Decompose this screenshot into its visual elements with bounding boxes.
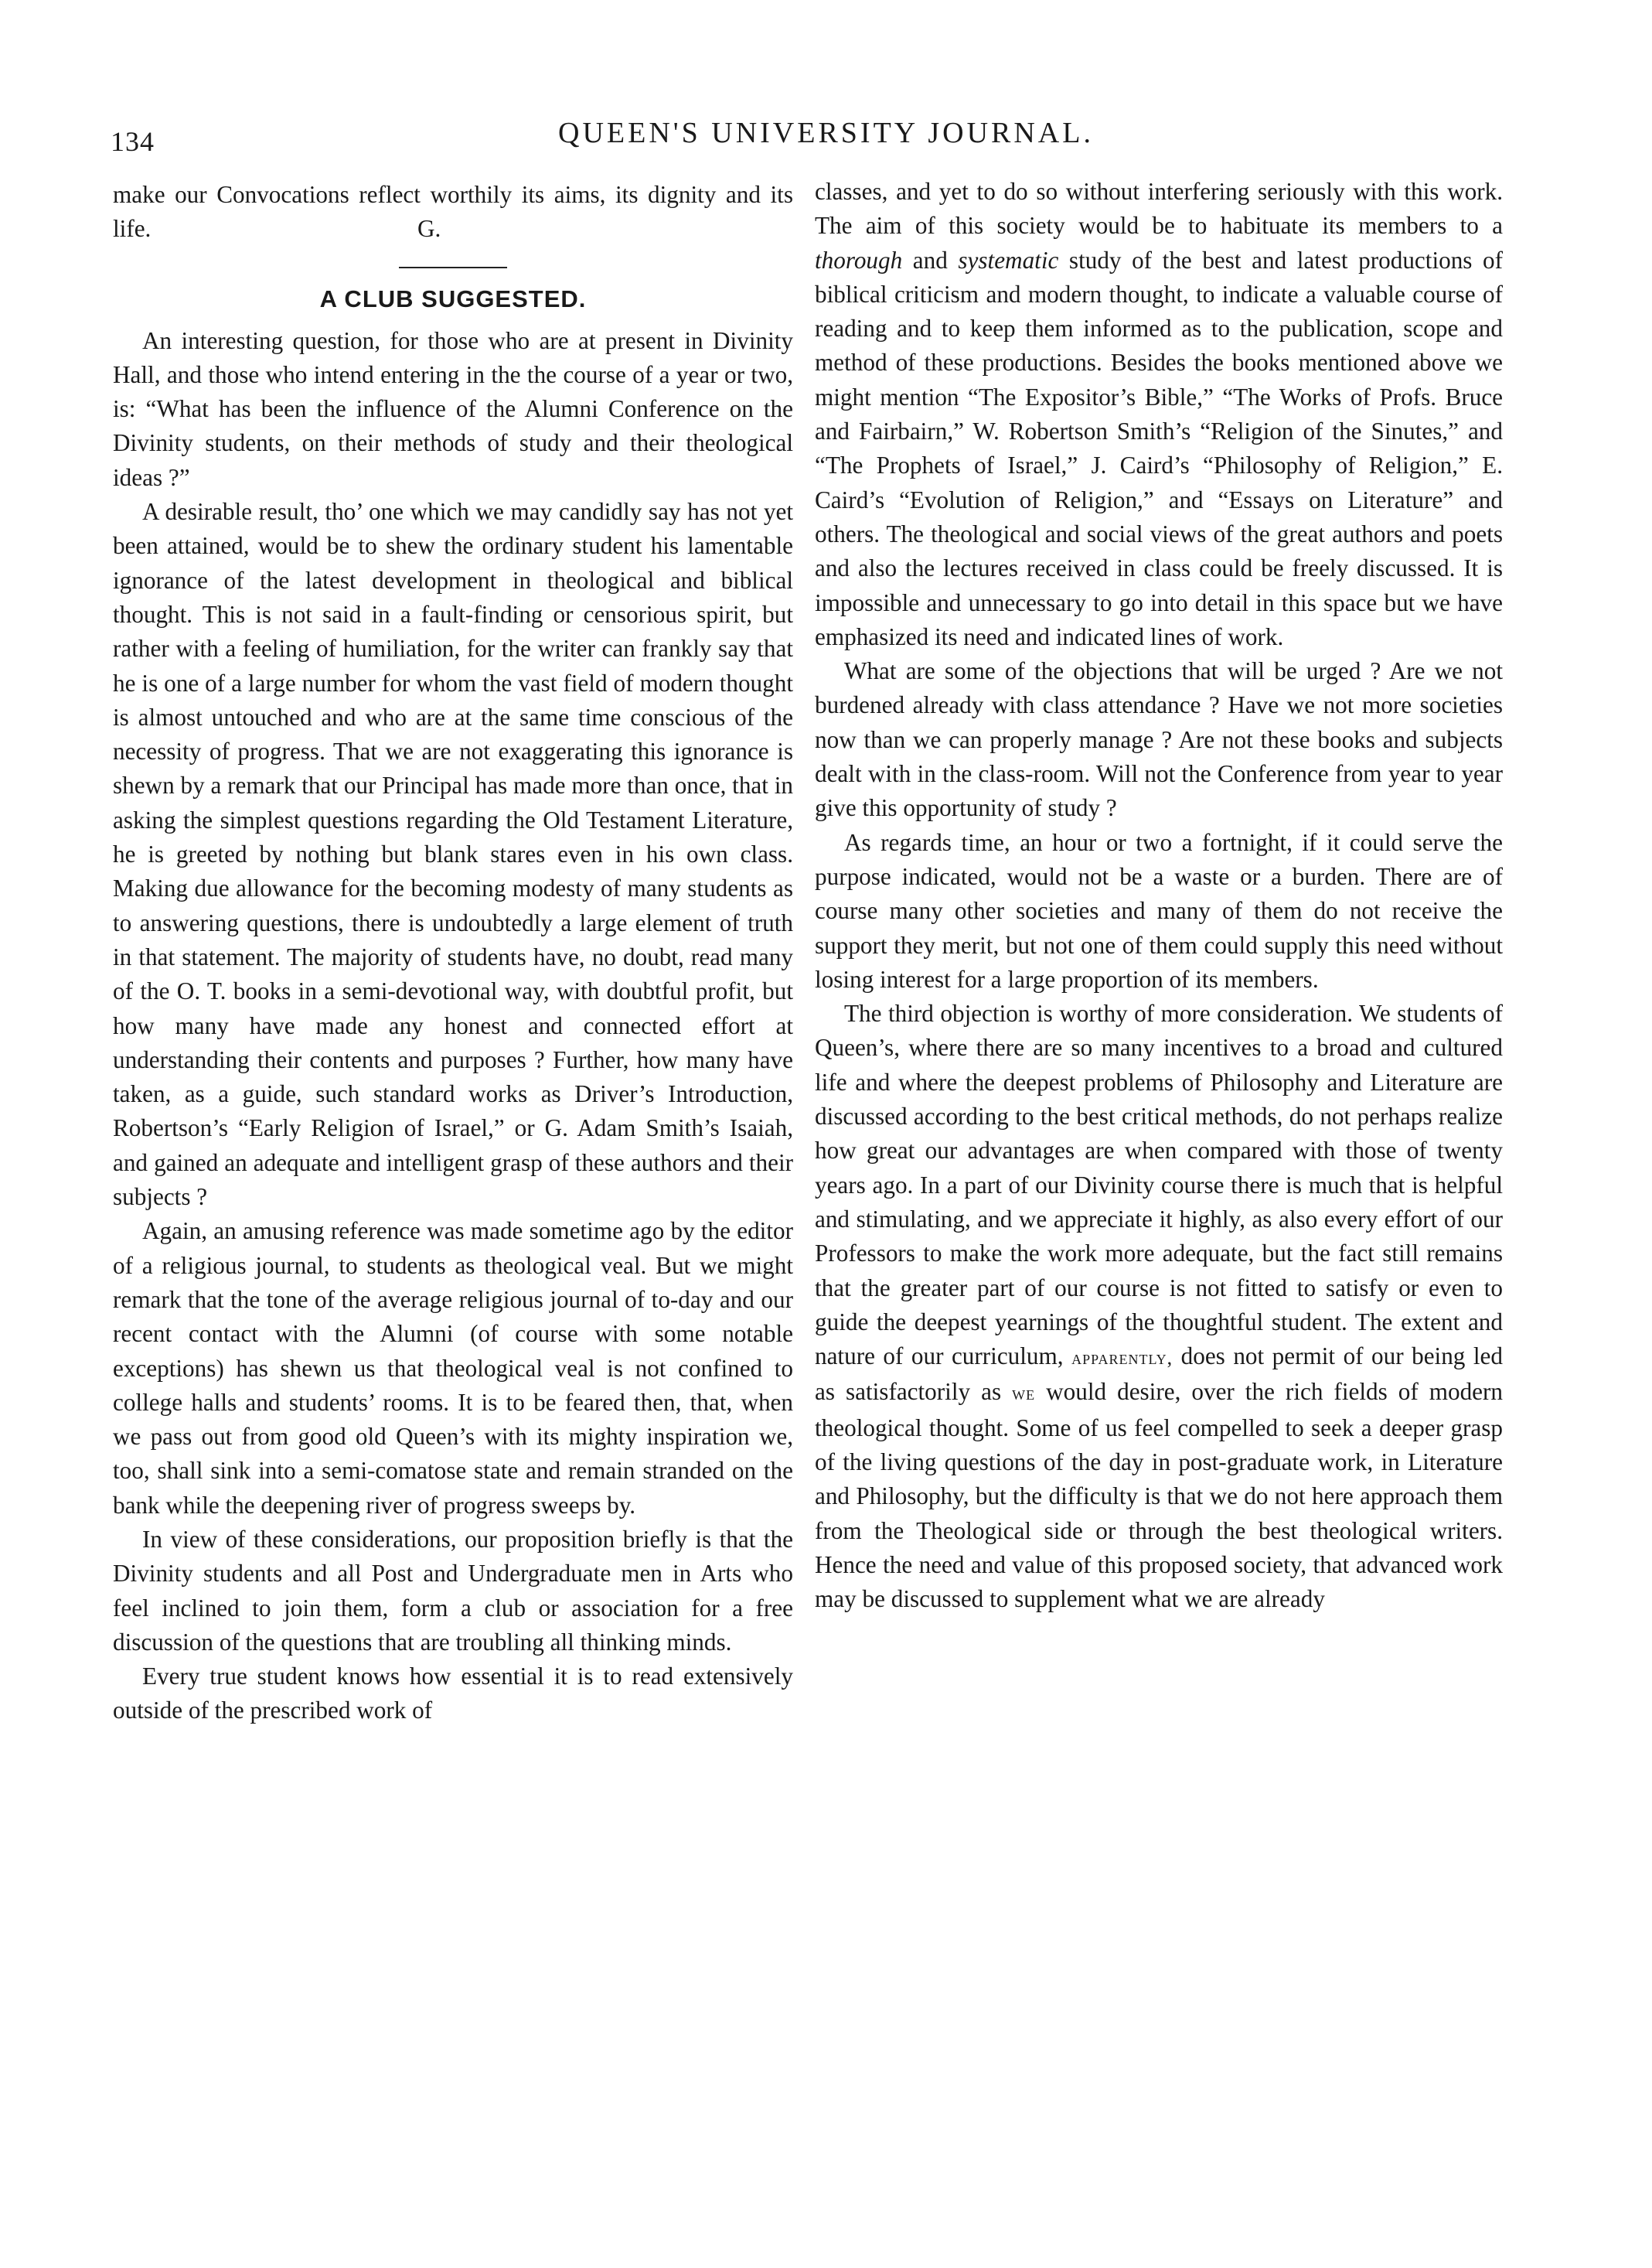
text-run: The third objection is worthy of more consideration. We students of Queen’s, where there are so many incentives to a broad and cultured life and where the deepest problems of Philosophy and Literature are discussed according to the best critical methods, do not perhaps realize how great our advantages are when compared with those of twenty years ago. In a part of our Divinity course there is much that is helpful and stimulating, and we appreciate it highly, as also every effort of our Professors to make the work more adequate, but the fact still remains that the greater part of our course is not fitted to satisfy or even to guide the deepest yearnings of the thoughtful student. The extent and nature of our curriculum, bbox=[815, 1000, 1503, 1370]
paragraph: In view of these considerations, our proposition briefly is that the Divinity students and all Post and Undergraduate men in Arts who feel inclined to join them, form a club or association for a free discussion of the questions that are troubling all thinking minds. bbox=[113, 1525, 793, 1656]
small-caps: apparently, bbox=[1071, 1346, 1173, 1369]
paragraph: A desirable result, tho’ one which we may candidly say has not yet been attained, would be to shew the ordinary student his lamentable ignorance of the latest development in theological and biblical thought. This is not said in a fault-finding or censorious spirit, but rather with a feeling of humiliation, for the writer can frankly say that he is one of a large number for whom the vast field of modern thought is almost untouched and who are at the same time conscious of the necessity of progress. That we are not exaggerating this ignorance is shewn by a remark that our Principal has made more than once, that in asking the simplest questions regarding the Old Testament Literature, he is greeted by nothing but blank stares even in his own class. Making due allowance for the becoming modesty of many students as to answering questions, there is undoubtedly a large element of truth in that statement. The majority of students have, no doubt, read many of the O. T. books in a semi-devotional way, with doubtful profit, but how many have made any honest and connected effort at understanding their contents and purposes ? Further, how many have taken, as a guide, such standard works as Driver’s Introduction, Robertson’s “Early Religion of Israel,” or G. Adam Smith’s Isaiah, and gained an adequate and intelligent grasp of these authors and their subjects ? bbox=[113, 498, 793, 1211]
paragraph: Again, an amusing reference was made sometime ago by the editor of a religious journal, to students as theological veal. But we might remark that the tone of the average religious journal of to-day and our recent contact with the Alumni (of course with some notable exceptions) has shewn us that theological veal is not confined to college halls and students’ rooms. It is to be feared then, that, when we pass out from good old Queen’s with its mighty inspiration we, too, shall sink into a semi-comatose state and remain stranded on the bank while the deepening river of progress sweeps by. bbox=[113, 1217, 793, 1519]
text-run: and bbox=[902, 246, 959, 274]
intro-text: make our Convocations reflect worthily its aims, its dignity and its life. bbox=[113, 181, 793, 243]
emphasis: systematic bbox=[958, 246, 1059, 274]
page-number: 134 bbox=[111, 126, 155, 157]
text-run: study of the best and latest productions of biblical criticism and modern thought, to indicate a valuable course of reading and to keep them informed as to the publication, scope and method of these productions. Besides the books mentioned above we might mention “The Expositor’s Bible,” “The Works of Profs. Bruce and Fairbairn,” W. Robertson Smith’s “Religion of the Sinutes,” and “The Prophets of Israel,” J. Caird’s “Philosophy of Religion,” E. Caird’s “Evolution of Religion,” and “Essays on Literature” and others. The theological and social views of the great authors and poets and also the lectures received in class could be freely discussed. It is impossible and unnecessary to go into detail in this space but we have emphasized its need and indicated lines of work. bbox=[815, 246, 1503, 650]
emphasis: thorough bbox=[815, 246, 903, 274]
text-run: classes, and yet to do so without interfering seriously with this work. The aim of this society would be to habituate its members to a bbox=[815, 178, 1503, 240]
right-column bbox=[815, 175, 1503, 1616]
paragraph: Every true student knows how essential it is to read extensively outside of the prescribed work of bbox=[113, 1663, 793, 1724]
intro-paragraph bbox=[113, 178, 793, 247]
article-title: A CLUB SUGGESTED. bbox=[319, 285, 587, 312]
paragraph bbox=[815, 175, 1503, 654]
section-divider bbox=[399, 267, 507, 268]
paragraph: An interesting question, for those who are at present in Divinity Hall, and those who intend entering in the the course of a year or two, is: “What has been the influence of the Alumni Conference on the Divinity students, on their methods of study and their theological ideas ?” bbox=[113, 326, 793, 491]
text-run: would desire, over the rich fields of modern theological thought. Some of us feel compelled to seek a deeper grasp of the living questions of the day in post-graduate work, in Literature and Philosophy, but the difficulty is that we do not here approach them from the Theological side or through the best theological writers. Hence the need and value of this proposed society, that advanced work may be discussed to supplement what we are already bbox=[815, 1378, 1504, 1613]
text-run: does not permit of our being led as satisfactorily as bbox=[815, 1342, 1503, 1406]
left-column bbox=[113, 178, 793, 1728]
paragraph bbox=[815, 997, 1503, 1616]
paragraph: What are some of the objections that will be urged ? Are we not burdened already with class attendance ? Have we not more societies now than we can properly manage ? Are not these books and subjects dealt with in the class-room. Will not the Conference from year to year give this opportunity of study ? bbox=[815, 657, 1503, 822]
intro-signature: G. bbox=[417, 215, 441, 243]
paragraph: As regards time, an hour or two a fortnight, if it could serve the purpose indicated, would not be a waste or a burden. There are of course many other societies and many of them do not receive the support they merit, but not one of them could supply this need without losing interest for a large proportion of its members. bbox=[815, 828, 1503, 993]
running-head: QUEEN'S UNIVERSITY JOURNAL. bbox=[558, 117, 1094, 149]
small-caps: we bbox=[1012, 1382, 1036, 1405]
